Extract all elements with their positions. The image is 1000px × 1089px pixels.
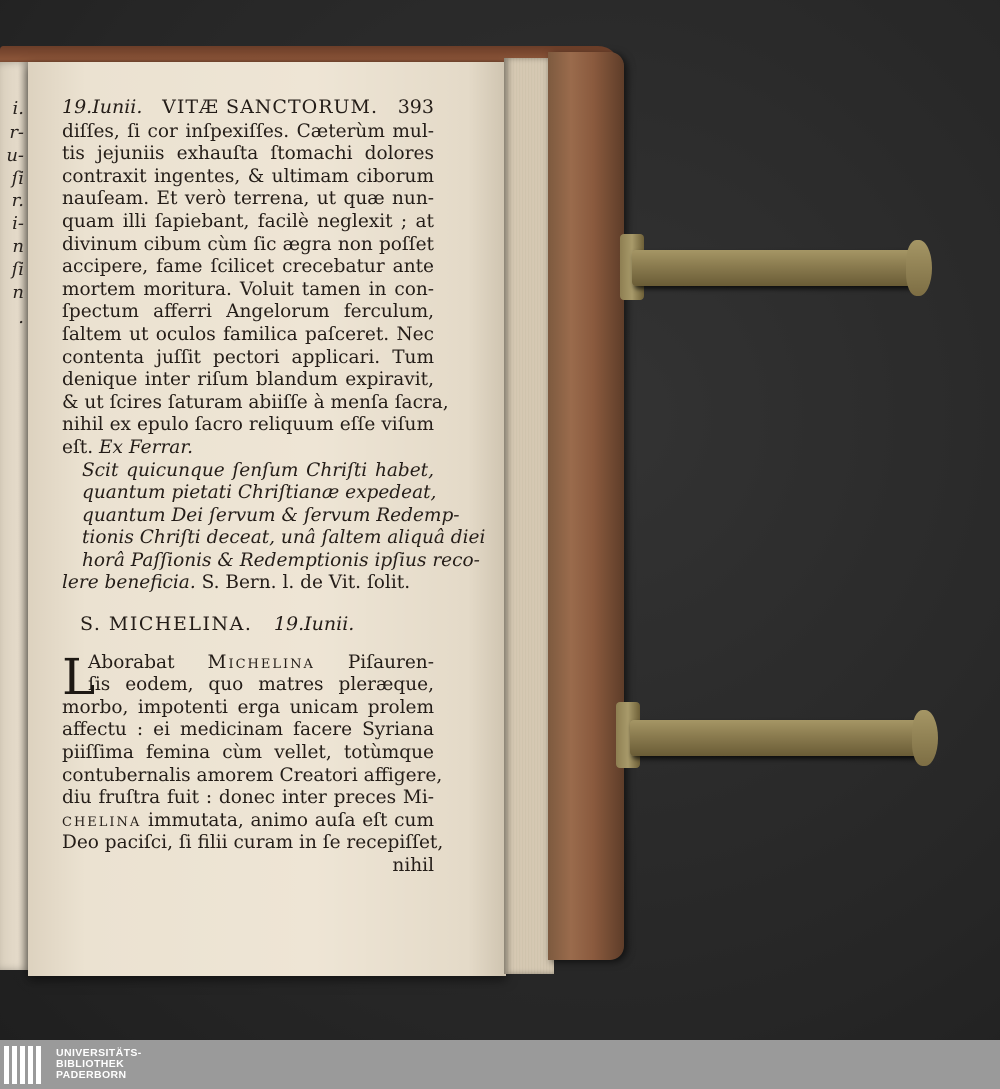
text-line: nihil ex epulo ſacro reliquum eſſe viſum	[62, 414, 434, 436]
clasp-bottom	[630, 720, 928, 756]
quote-line: tionis Chriſti deceat, unâ ſaltem aliquâ diei	[82, 527, 486, 549]
para-line: affectu : ei medicinam facere Syriana	[62, 719, 434, 741]
running-head-title: VITÆ SANCTORUM.	[162, 96, 379, 118]
left-fragment: n	[12, 282, 24, 303]
library-name	[56, 1048, 142, 1081]
text-line: mortem moritura. Voluit tamen in con-	[62, 278, 434, 300]
text-line: diſſes, ſi cor inſpexiſſes. Cæterùm mul-	[62, 120, 434, 142]
left-fragment: n	[12, 236, 24, 257]
text-line: contraxit ingentes, & ultimam ciborum	[62, 165, 434, 187]
left-page-sliver	[0, 62, 30, 970]
clasp-top	[632, 250, 922, 286]
paragraph	[62, 647, 444, 878]
library-name-line: UNIVERSITÄTS-	[56, 1047, 142, 1059]
para-name: chelina	[62, 809, 142, 831]
para-line	[62, 810, 434, 833]
para-line	[62, 652, 434, 675]
book-cover-edge	[548, 52, 624, 960]
para-word: Aborabat	[88, 651, 175, 673]
quote-line: Scit quicunque ſenſum Chriſti habet,	[82, 459, 434, 481]
text-line: accipere, fame ſcilicet crecebatur ante	[62, 256, 434, 278]
quote-closing-line	[62, 572, 434, 595]
quote-line: quantum Dei ſervum & ſervum Redemp-	[82, 504, 460, 526]
quote-line: horâ Paſſionis & Redemptionis ipſius reco-	[82, 549, 480, 571]
text-line: & ut ſcires ſaturam abiiſſe à menſa ſacra,	[62, 391, 449, 413]
text-line: quam illi ſapiebant, facilè neglexit ; at	[62, 210, 434, 232]
footer-bar	[0, 1040, 1000, 1089]
text-line-source	[62, 437, 434, 460]
para-line: Deo paciſci, ſi filii curam in ſe recepiſſet,	[62, 832, 444, 854]
left-fragment: i-	[12, 213, 24, 234]
para-line: morbo, impotenti erga unicam prolem	[62, 696, 434, 718]
para-word: immutata, animo auſa eſt cum	[148, 809, 434, 831]
left-fragment: r.	[11, 190, 24, 211]
para-line: contubernalis amorem Creatori affigere,	[62, 764, 443, 786]
section-date: 19.Iunii.	[273, 613, 355, 636]
text-line: ſaltem ut oculos familica paſceret. Nec	[62, 323, 434, 345]
quote-last-words: lere beneficia.	[62, 572, 196, 594]
drop-cap: L	[62, 647, 96, 706]
page-edges	[504, 58, 554, 974]
quote-line: quantum pietati Chriſtianæ expedeat,	[82, 482, 437, 504]
text-line: denique inter riſum blandum expiravit,	[62, 369, 434, 391]
quote-block	[62, 459, 486, 573]
text-line: contenta juſſit pectori applicari. Tum	[62, 346, 434, 368]
text-line: divinum cibum cùm ſic ægra non poſſet	[62, 233, 434, 255]
section-title: S. MICHELINA.	[80, 613, 253, 636]
left-fragment: i.	[12, 98, 24, 119]
running-head-date: 19.Iunii.	[62, 96, 143, 118]
text-line: nauſeam. Et verò terrena, ut quæ nun-	[62, 188, 434, 210]
library-name-line: BIBLIOTHEK	[56, 1058, 125, 1070]
para-name: Michelina	[207, 651, 315, 673]
para-word: Piſauren-	[347, 651, 434, 673]
left-fragment: .	[18, 307, 24, 328]
page-text	[62, 96, 486, 878]
source-citation: Ex Ferrar.	[99, 436, 194, 458]
para-line: diu fruſtra fuit : donec inter preces Mi-	[62, 787, 434, 809]
library-logo-icon	[4, 1046, 48, 1084]
left-fragment: ſi	[11, 168, 24, 189]
para-line: ſis eodem, quo matres pleræque,	[88, 674, 434, 696]
catchword: nihil	[392, 855, 434, 876]
left-fragment: ſi	[11, 259, 24, 280]
text-line: tis jejuniis exhauſta ſtomachi dolores	[62, 143, 434, 165]
text-est: eſt.	[62, 436, 94, 458]
para-line: piiſſima femina cùm vellet, totùmque	[62, 742, 434, 764]
left-fragment: u-	[6, 145, 24, 166]
page-number: 393	[397, 96, 434, 118]
quote-source: S. Bern. l. de Vit. ſolit.	[201, 572, 411, 594]
running-head	[62, 96, 434, 119]
text-line: ſpectum afferri Angelorum ferculum,	[62, 301, 434, 323]
left-fragment: r-	[9, 122, 24, 143]
section-heading	[80, 613, 434, 636]
library-name-line: PADERBORN	[56, 1069, 127, 1081]
